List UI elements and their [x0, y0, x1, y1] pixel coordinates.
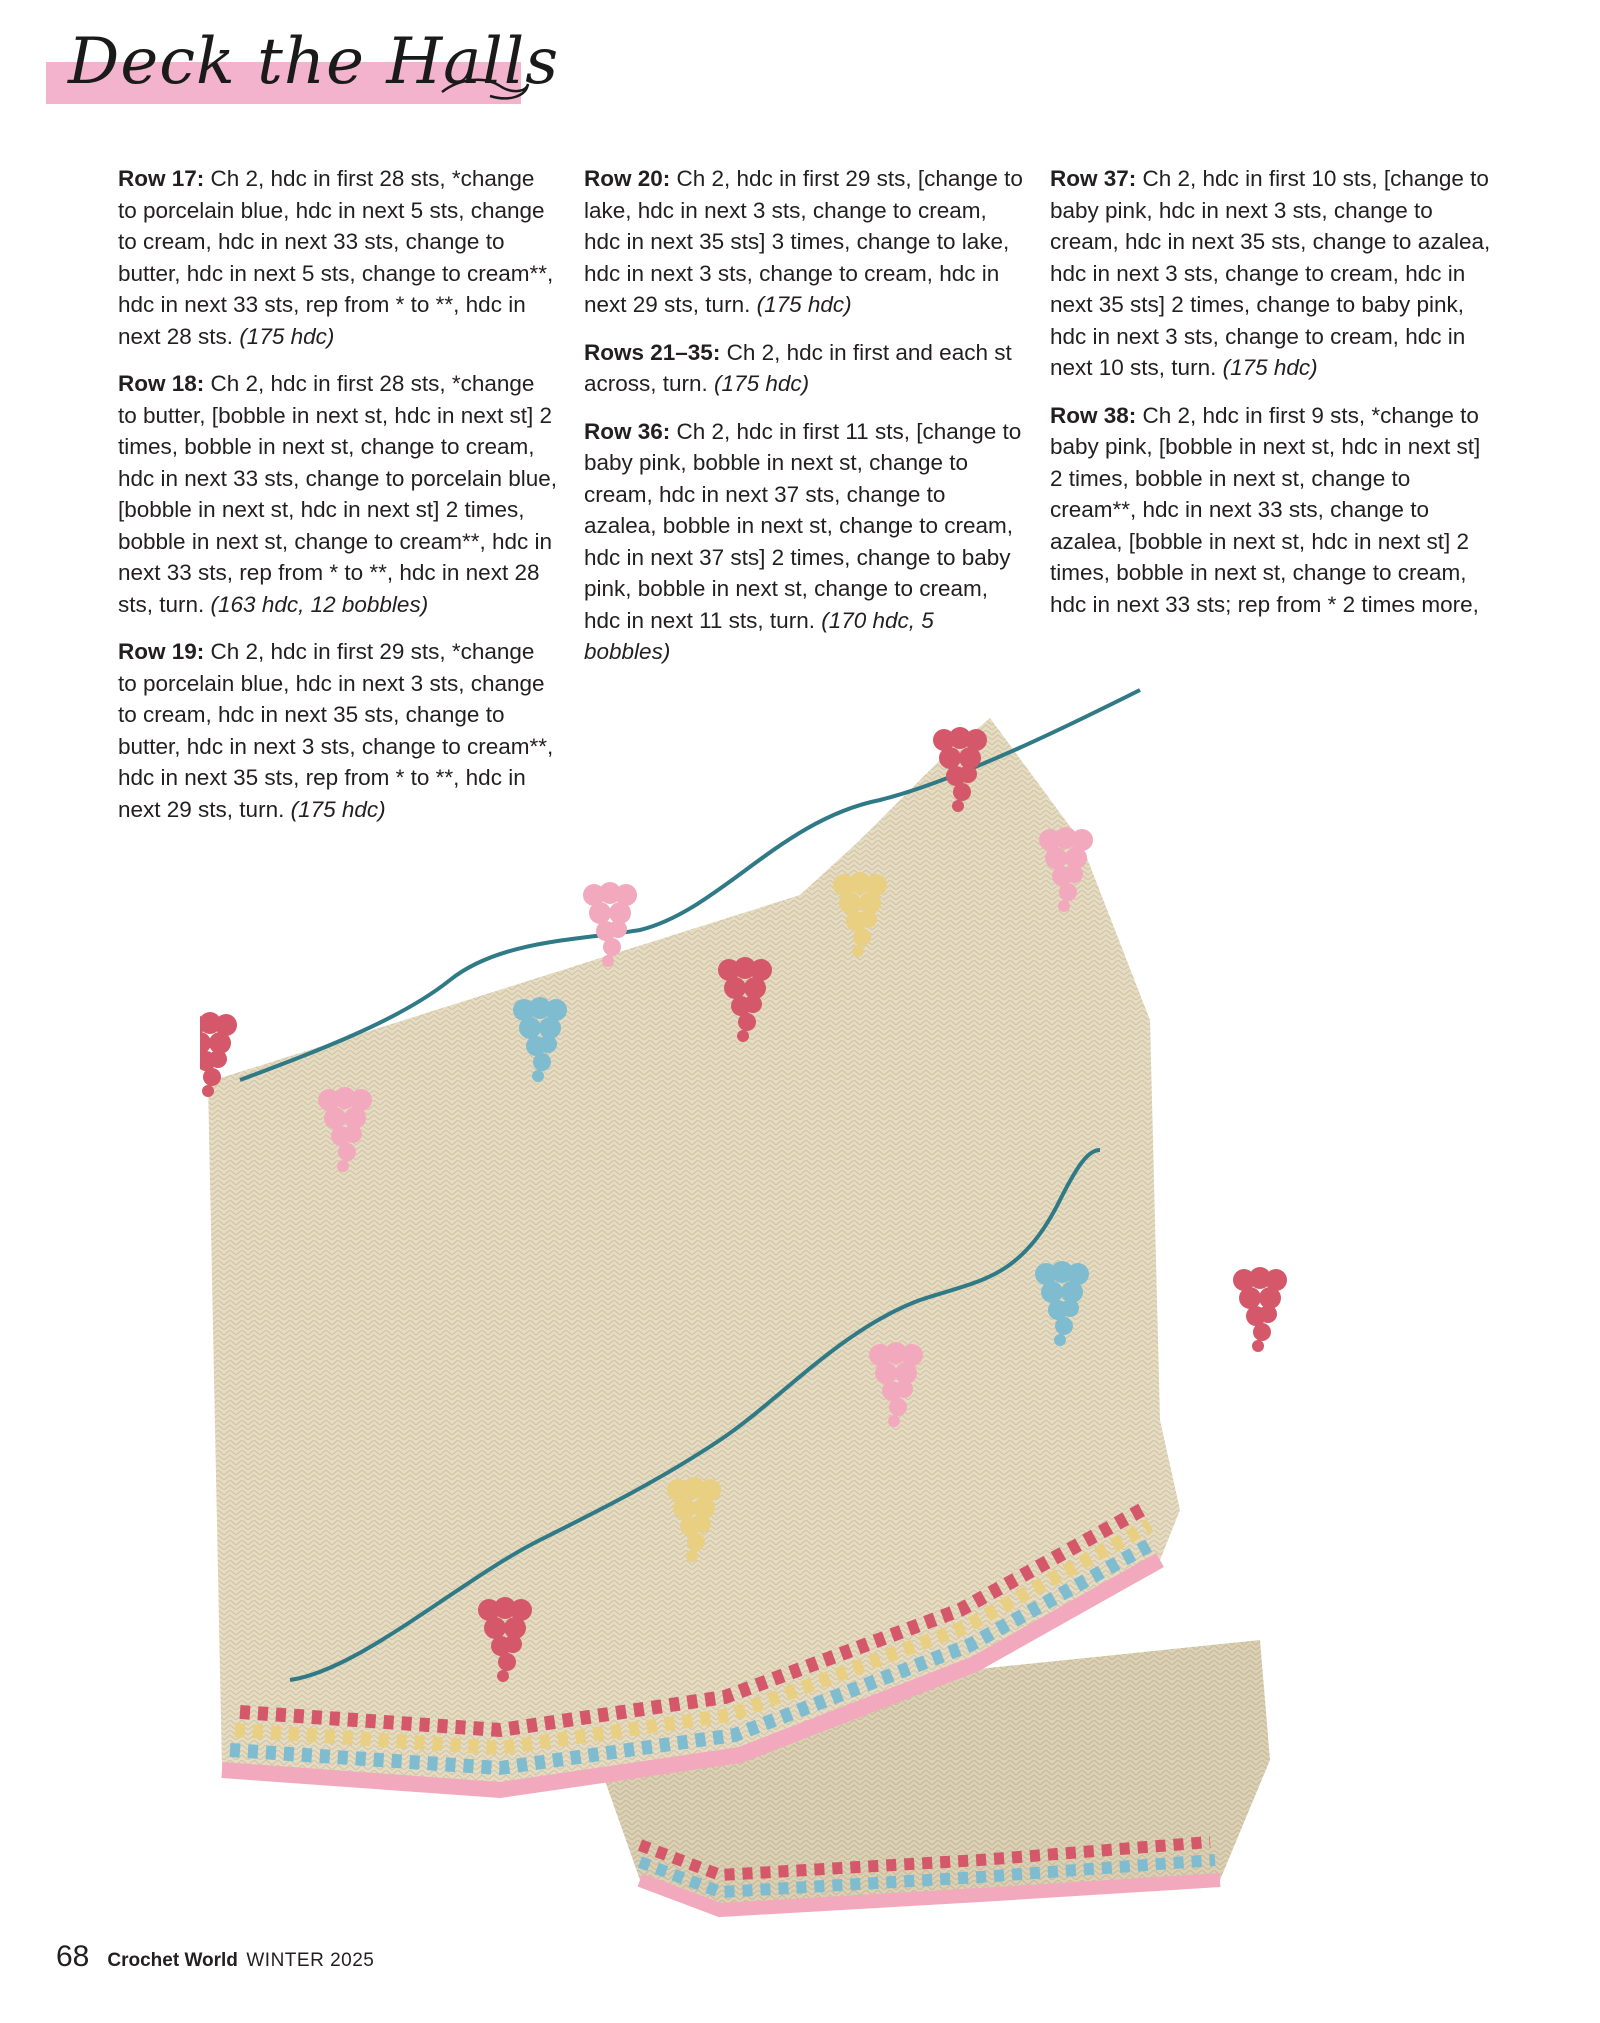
page-title: Deck the Halls — [68, 25, 560, 99]
row-36-instruction: Row 36: Ch 2, hdc in first 11 sts, [change to baby pink, bobble in next st, change to cream, hdc in next 37 sts, change to azalea, bobble in next st, change to cream, hdc in next 37 sts] 2 times, change to baby pink, bobble in next st, change to cream, hdc in next 11 sts, turn. (170 hdc, 5 bobbles) — [584, 418, 1022, 664]
issue-label: WINTER 2025 — [246, 1950, 375, 1971]
page-number: 68 — [56, 1940, 90, 1973]
title-swash-ornament — [440, 70, 530, 110]
instructions-column-2 — [584, 163, 1024, 684]
instructions-column-3 — [1050, 163, 1495, 636]
blanket-photo — [200, 680, 1520, 1980]
magazine-name: Crochet World — [107, 1950, 238, 1971]
row-38-instruction: Row 38: Ch 2, hdc in first 9 sts, *change to baby pink, [bobble in next st, hdc in next st] 2 times, bobble in next st, change to cream**, hdc in next 33 sts, change to azalea, [bobble in next st, hdc in next st] 2 times, bobble in next st, change to cream, hdc in next 33 sts; rep from * 2 times more, — [1050, 402, 1481, 617]
page-footer — [56, 1940, 374, 1974]
row-37-instruction: Row 37: Ch 2, hdc in first 10 sts, [change to baby pink, hdc in next 3 sts, change to cream, hdc in next 35 sts, change to azalea, hdc in next 3 sts, change to cream, hdc in next 35 sts] 2 times, change to baby pink, hdc in next 3 sts, change to cream, hdc in next 10 sts, turn. (175 hdc) — [1050, 166, 1491, 380]
row-19-instruction: Row 19: Ch 2, hdc in first 29 sts, *change to porcelain blue, hdc in next 3 sts, change to cream, hdc in next 35 sts, change to butter, hdc in next 3 sts, change to cream**, hdc in next 35 sts, rep from * to **, hdc in next 29 sts, turn. (175 hdc) — [118, 639, 554, 822]
row-18-instruction: Row 18: Ch 2, hdc in first 28 sts, *change to butter, [bobble in next st, hdc in next st] 2 times, bobble in next st, change to cream, hdc in next 33 sts, change to porcelain blue, [bobble in next st, hdc in next st] 2 times, bobble in next st, change to cream**, hdc in next 33 sts, rep from * to **, hdc in next 28 sts, turn. (163 hdc, 12 bobbles) — [118, 371, 558, 617]
row-20-instruction: Row 20: Ch 2, hdc in first 29 sts, [change to lake, hdc in next 3 sts, change to cream, hdc in next 35 sts] 3 times, change to lake, hdc in next 3 sts, change to cream, hdc in next 29 sts, turn. (175 hdc) — [584, 166, 1023, 317]
row-17-instruction: Row 17: Ch 2, hdc in first 28 sts, *change to porcelain blue, hdc in next 5 sts, change to cream, hdc in next 33 sts, change to butter, hdc in next 5 sts, change to cream**, hdc in next 33 sts, rep from * to **, hdc in next 28 sts. (175 hdc) — [118, 166, 554, 349]
rows-21-35-instruction: Rows 21–35: Ch 2, hdc in first and each st across, turn. (175 hdc) — [584, 339, 1012, 396]
